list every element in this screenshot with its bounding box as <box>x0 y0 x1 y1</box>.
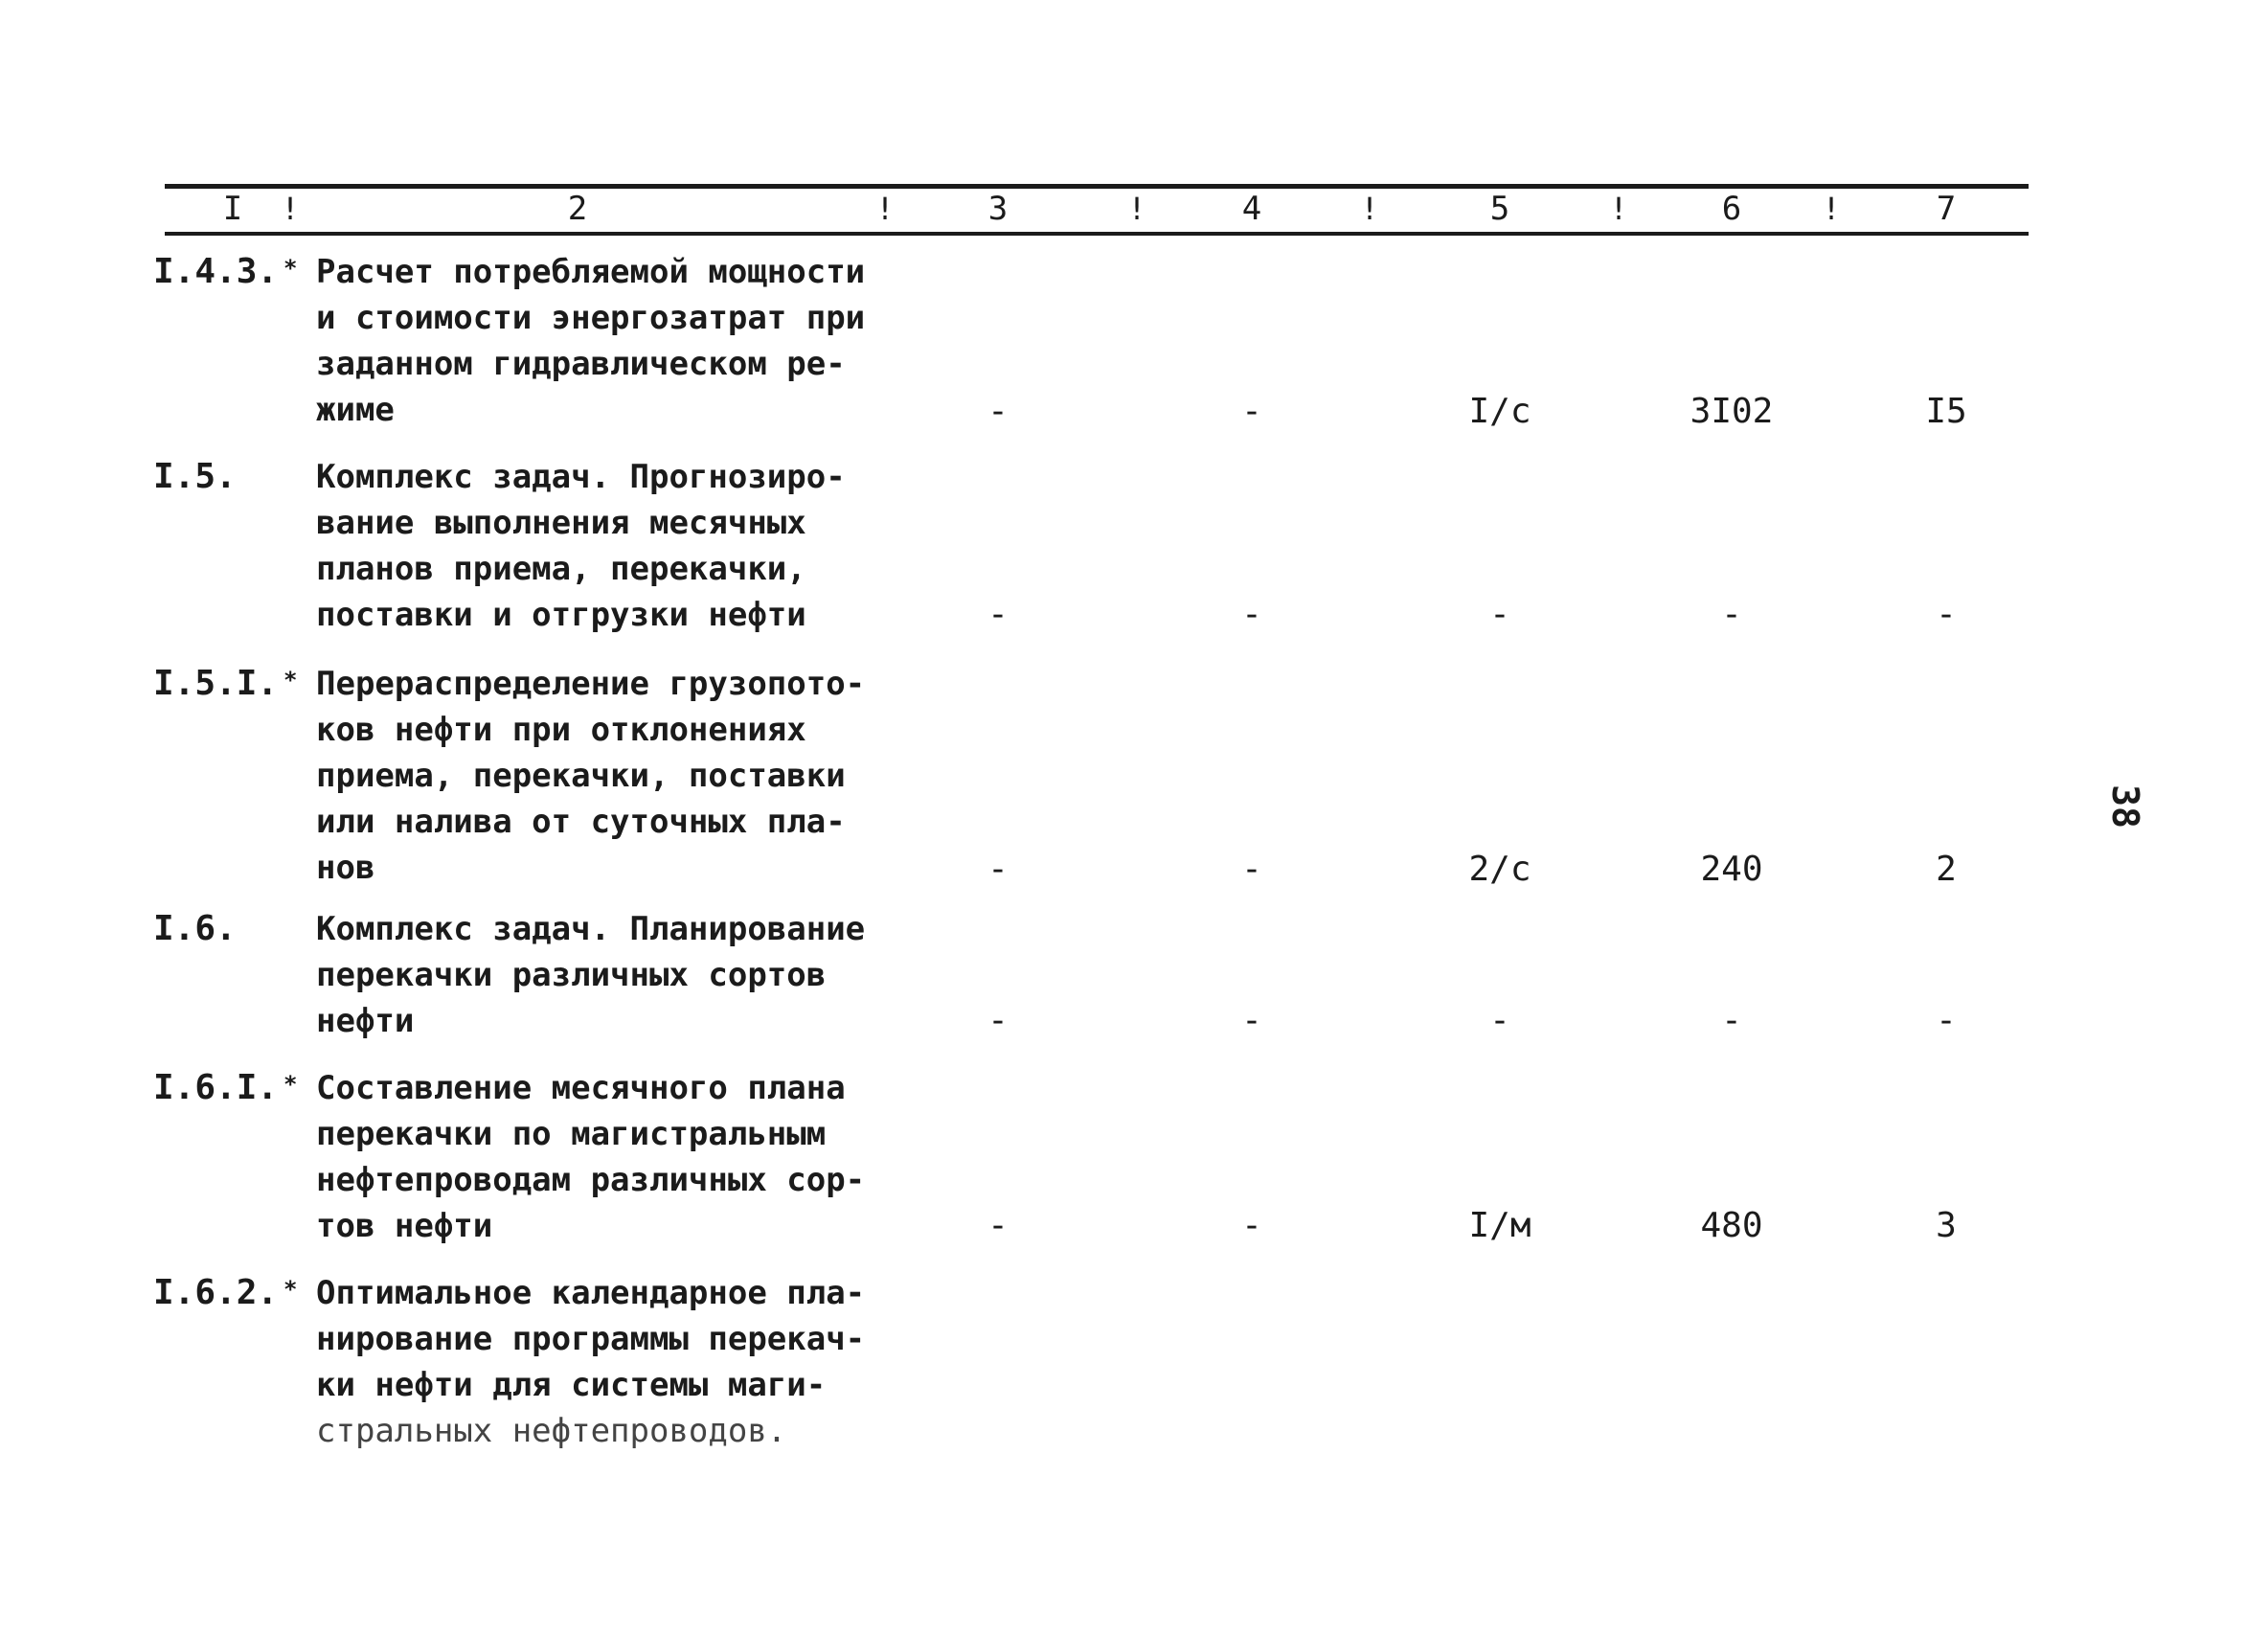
row-code: I.5.I. * <box>153 664 298 703</box>
row-code: I.4.3. * <box>153 252 298 291</box>
cell-col5: I/с <box>1468 392 1531 431</box>
cell-col3: - <box>987 850 1009 889</box>
col-header-3: 3 <box>987 190 1009 228</box>
cell-col5: - <box>1489 595 1510 634</box>
cell-col6: 3I02 <box>1690 392 1774 431</box>
row-code: I.6.2. * <box>153 1273 298 1312</box>
col-separator: ! <box>875 191 895 227</box>
table-top-rule <box>165 184 2029 189</box>
cell-col5: I/м <box>1468 1206 1531 1245</box>
cell-col6: - <box>1721 595 1742 634</box>
asterisk-mark: * <box>284 255 298 282</box>
cell-col7: - <box>1936 595 1957 634</box>
asterisk-mark: * <box>284 1071 298 1098</box>
cell-col4: - <box>1241 595 1262 634</box>
row-description: Комплекс задач. Планирование перекачки различных сортов нефти <box>316 910 866 1040</box>
asterisk-mark: * <box>284 667 298 693</box>
cell-col7: 2 <box>1936 850 1957 889</box>
row-description: Расчет потребляемой мощности и стоимости энергозатрат при заданном гидравлическом ре- жиме <box>316 253 866 429</box>
col-header-7: 7 <box>1936 190 1957 228</box>
col-separator: ! <box>281 191 300 227</box>
row-code: I.6. <box>153 909 237 948</box>
cell-col4: - <box>1241 392 1262 431</box>
col-header-6: 6 <box>1721 190 1742 228</box>
col-separator: ! <box>1127 191 1146 227</box>
col-header-5: 5 <box>1489 190 1510 228</box>
col-separator: ! <box>1360 191 1379 227</box>
cell-col6: 240 <box>1700 850 1763 889</box>
page-number: 38 <box>2103 784 2146 829</box>
row-description: Перераспределение грузопото- ков нефти при отклонениях приема, перекачки, поставки или налива от суточных пла- нов <box>316 665 866 887</box>
cell-col5: 2/с <box>1468 850 1531 889</box>
cell-col4: - <box>1241 1001 1262 1040</box>
row-code: I.5. <box>153 457 237 496</box>
asterisk-mark: * <box>284 1276 298 1303</box>
cell-col7: I5 <box>1925 392 1967 431</box>
table-header-rule <box>165 232 2029 236</box>
cell-col3: - <box>987 1206 1009 1245</box>
col-header-4: 4 <box>1241 190 1262 228</box>
row-code: I.6.I. * <box>153 1068 298 1107</box>
col-header-1: I <box>222 190 243 228</box>
cell-col7: 3 <box>1936 1206 1957 1245</box>
col-separator: ! <box>1609 191 1628 227</box>
cell-col6: - <box>1721 1001 1742 1040</box>
cell-col4: - <box>1241 850 1262 889</box>
cell-col4: - <box>1241 1206 1262 1245</box>
row-description: Комплекс задач. Прогнозиро- вание выполнения месячных планов приема, перекачки, поставки и отгрузки нефти <box>316 458 846 634</box>
cell-col7: - <box>1936 1001 1957 1040</box>
cell-col3: - <box>987 1001 1009 1040</box>
cell-col5: - <box>1489 1001 1510 1040</box>
row-description: Составление месячного плана перекачки по магистральным нефтепроводам различных сор- тов нефти <box>316 1069 866 1245</box>
row-description: Оптимальное календарное пла- нирование программы перекач- ки нефти для системы маги- стральных нефтепроводов. <box>316 1274 866 1450</box>
col-separator: ! <box>1822 191 1841 227</box>
cell-col3: - <box>987 595 1009 634</box>
col-header-2: 2 <box>567 190 588 228</box>
cell-col3: - <box>987 392 1009 431</box>
cell-col6: 480 <box>1700 1206 1763 1245</box>
